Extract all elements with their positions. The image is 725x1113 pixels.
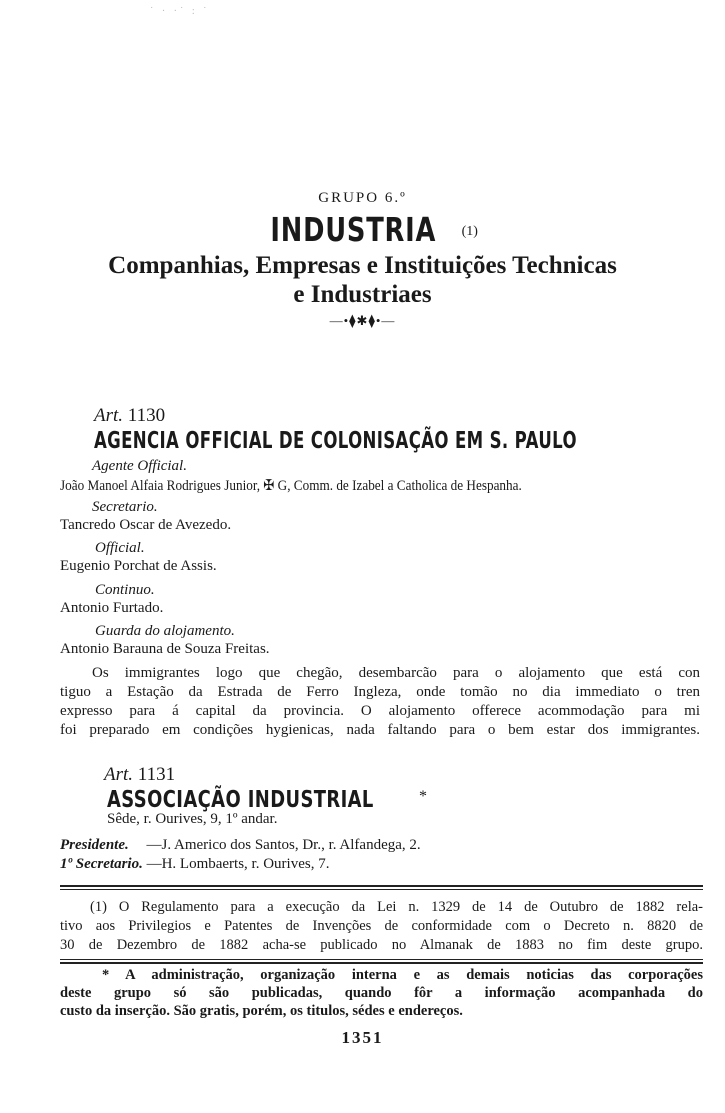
section-title-row [0, 210, 725, 249]
role-label: 1º Secretario. [60, 856, 143, 872]
subtitle-line-1: Companhias, Empresas e Instituições Technicas [108, 252, 617, 279]
paragraph-line: expresso para á capital da provincia. O alojamento offerece acommodação para mi [60, 703, 700, 719]
article-number: 1130 [127, 405, 166, 426]
divider-rule [60, 962, 703, 964]
article-number: 1131 [137, 764, 176, 785]
group-label: GRUPO 6.º [318, 190, 407, 206]
article-heading: ASSOCIAÇÃO INDUSTRIAL [107, 787, 374, 813]
article-heading-row [107, 787, 427, 813]
article-label [104, 764, 175, 786]
role-label: Official. [95, 540, 145, 556]
role-label: Presidente. [60, 837, 129, 853]
person-name: Antonio Barauna de Souza Freitas. [60, 641, 270, 657]
footnote-line: tivo aos Privilegios e Patentes de Invenções de conformidade com o Decreto n. 8820 de [60, 918, 703, 934]
person-name: Eugenio Porchat de Assis. [60, 558, 217, 574]
paragraph-line: Os immigrantes logo que chegão, desembarcão para o alojamento que está con [92, 665, 700, 681]
role-label: Continuo. [95, 582, 155, 598]
role-label: Secretario. [92, 499, 158, 515]
person-name: João Manoel Alfaia Rodrigues Junior, ✠ G, Comm. de Izabel a Catholica de Hespanha. [60, 478, 522, 494]
divider-rule [60, 889, 703, 890]
officer-row [60, 837, 421, 854]
footnote-line: (1) O Regulamento para a execução da Lei n. 1329 de 14 de Outubro de 1882 rela- [90, 899, 703, 915]
divider-rule [60, 959, 703, 960]
article-prefix: Art. [94, 405, 124, 426]
person-name: Antonio Furtado. [60, 600, 164, 616]
divider-rule [60, 885, 703, 887]
note-line: custo da inserção. São gratis, porém, os titulos, sédes e endereços. [60, 1003, 463, 1019]
paragraph-line: foi preparado em condições hygienicas, nada faltando para o bem estar dos immigrantes. [60, 722, 700, 738]
section-title: INDUSTRIA [270, 210, 437, 249]
officer-row [60, 856, 329, 873]
article-label [94, 405, 165, 427]
role-label: Guarda do alojamento. [95, 623, 235, 639]
officer-name: —J. Americo dos Santos, Dr., r. Alfandega, 2. [146, 837, 421, 853]
paragraph-line: tiguo a Estação da Estrada de Ferro Ingleza, onde tomão no dia immediato o tren [60, 684, 700, 700]
publication-note [60, 966, 703, 1020]
page-number: 1351 [341, 1028, 384, 1047]
note-line: * A administração, organização interna e as demais noticias das corporações [102, 967, 703, 983]
article-heading: AGENCIA OFFICIAL DE COLONISAÇÃO EM S. PAULO [94, 428, 577, 454]
footnote [60, 898, 703, 955]
officer-name: —H. Lombaerts, r. Ourives, 7. [146, 856, 330, 872]
subtitle-line-2: e Industriaes [293, 281, 432, 308]
footnote-reference: (1) [461, 223, 478, 239]
note-line: deste grupo só são publicadas, quando fôr a informação acompanhada do [60, 985, 703, 1001]
print-smudge: ˙ · ·˙ : ˙ [150, 6, 210, 17]
ornament-divider: —•⧫✱⧫•— [329, 313, 396, 328]
role-label: Agente Official. [92, 458, 187, 474]
article-prefix: Art. [104, 764, 134, 785]
headquarters-address: Sêde, r. Ourives, 9, 1º andar. [107, 811, 278, 827]
footnote-line: 30 de Dezembro de 1882 acha-se publicado no Almanak de 1883 no fim deste grupo. [60, 937, 703, 953]
asterisk-mark: * [418, 787, 427, 805]
person-name: Tancredo Oscar de Avezedo. [60, 517, 232, 533]
article-paragraph [60, 664, 700, 740]
